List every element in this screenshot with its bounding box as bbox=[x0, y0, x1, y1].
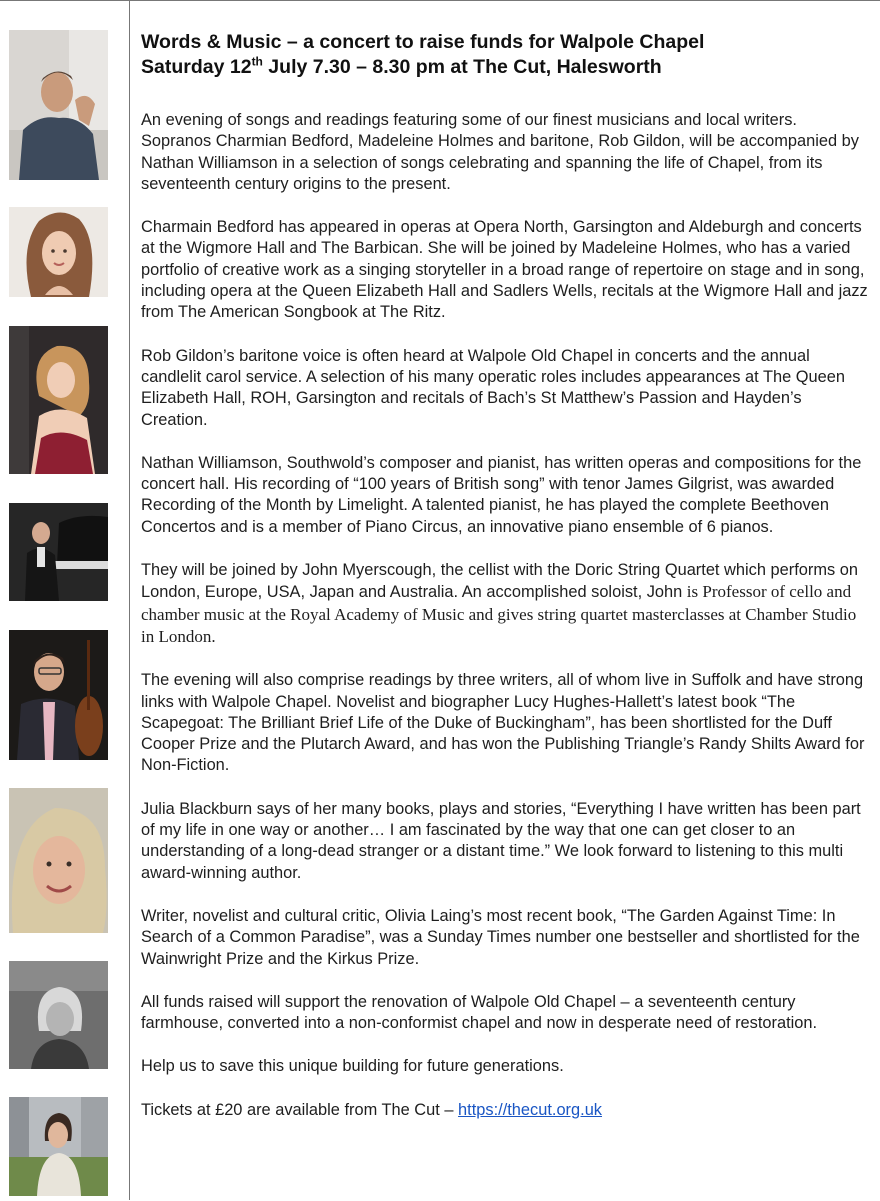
paragraph-gildon: Rob Gildon’s baritone voice is often heard at Walpole Old Chapel in concerts and the annual candlelit carol service. A selection of his many operatic roles includes appearances at The Queen Elizabeth Hall, ROH, Garsington and recitals of Bach’s St Matthew’s Passion and Hayden’s Creation. bbox=[141, 346, 845, 429]
photo-man-piano bbox=[9, 503, 108, 601]
column-divider bbox=[129, 0, 130, 1200]
tickets-link[interactable]: https://thecut.org.uk bbox=[458, 1100, 603, 1119]
paragraph-intro: An evening of songs and readings featuring some of our finest musicians and local writers. Sopranos Charmian Bedford, Madeleine Holmes and baritone, Rob Gildon, will be accompanied by Nathan Williamson in a selection of songs celebrating and spanning the life of Chapel, from its seventeenth century origins to the present. bbox=[141, 111, 859, 193]
photo-column bbox=[0, 0, 129, 1200]
paragraph-williamson: Nathan Williamson, Southwold’s composer and pianist, has written operas and compositions for the concert hall. His recording of “100 years of British song” with tenor James Gilgrist, was awarded Recording of the Month by Limelight. A talented pianist, he has played the complete Beethoven Concertos and is a member of Piano Circus, an innovative piano ensemble of 6 pianos. bbox=[141, 453, 862, 536]
title-date-sup: th bbox=[251, 54, 263, 69]
photo-woman-bw bbox=[9, 961, 108, 1069]
title-line-2 bbox=[141, 56, 662, 78]
paragraph-bedford: Charmain Bedford has appeared in operas at Opera North, Garsington and Aldeburgh and concerts at the Wigmore Hall and The Barbican. She will be joined by Madeleine Holmes, who has a varied portfolio of creative work as a singing storyteller in a broad range of repertoire on stage and in song, including opera at the Queen Elizabeth Hall and Sadlers Wells, recitals at the Wigmore Hall and jazz from The American Songbook at The Ritz. bbox=[141, 218, 868, 322]
photo-woman-outdoors bbox=[9, 1097, 108, 1196]
title-date-prefix: Saturday 12 bbox=[141, 56, 252, 78]
photo-man-portrait bbox=[9, 30, 108, 180]
title-date-suffix: July 7.30 – 8.30 pm at The Cut, Halesworth bbox=[262, 56, 662, 78]
paragraph-funds: All funds raised will support the renovation of Walpole Old Chapel – a seventeenth century farmhouse, converted into a non-conformist chapel and now in desperate need of restoration. bbox=[141, 992, 818, 1033]
paragraph-tickets bbox=[141, 1100, 871, 1121]
photo-woman-red-dress bbox=[9, 326, 108, 474]
myerscough-text-b: is Professor of cello and chamber music at the Royal Academy of Music and gives string quartet masterclasses at Chamber Studio in London. bbox=[141, 582, 857, 646]
article-body bbox=[141, 30, 871, 1121]
paragraph-blackburn: Julia Blackburn says of her many books, plays and stories, “Everything I have written has been part of my life in one way or another… I am fascinated by the way that one can get closer to an understanding of a long-dead stranger or a distant time.” We look forward to listening to this multi award-winning author. bbox=[141, 799, 861, 882]
paragraph-readings: The evening will also comprise readings by three writers, all of whom live in Suffolk and have strong links with Walpole Chapel. Novelist and biographer Lucy Hughes-Hallett’s latest book “The Scapegoat: The Brilliant Brief Life of the Duke of Buckingham”, has been shortlisted for the Duff Cooper Prize and the Plutarch Award, and has won the Publishing Triangle’s Randy Shilts Award for Non-Fiction. bbox=[141, 671, 865, 775]
photo-woman-blonde bbox=[9, 788, 108, 933]
photo-woman-long-hair bbox=[9, 207, 108, 297]
paragraph-help: Help us to save this unique building for future generations. bbox=[141, 1057, 564, 1076]
paragraph-myerscough bbox=[141, 560, 871, 648]
myerscough-text-a: They will be joined by John Myerscough, the cellist with the Doric String Quartet which performs on London, Europe, USA, Japan and Australia. An accomplished soloist, John bbox=[141, 561, 858, 602]
paragraph-laing: Writer, novelist and cultural critic, Olivia Laing’s most recent book, “The Garden Against Time: In Search of a Common Paradise”, was a Sunday Times number one bestseller and shortlisted for the Wainwright Prize and the Kirkus Prize. bbox=[141, 906, 860, 968]
title-line-1: Words & Music – a concert to raise funds for Walpole Chapel bbox=[141, 31, 705, 53]
tickets-text: Tickets at £20 are available from The Cut – bbox=[141, 1100, 459, 1119]
event-title bbox=[141, 30, 871, 80]
photo-man-cello bbox=[9, 630, 108, 760]
